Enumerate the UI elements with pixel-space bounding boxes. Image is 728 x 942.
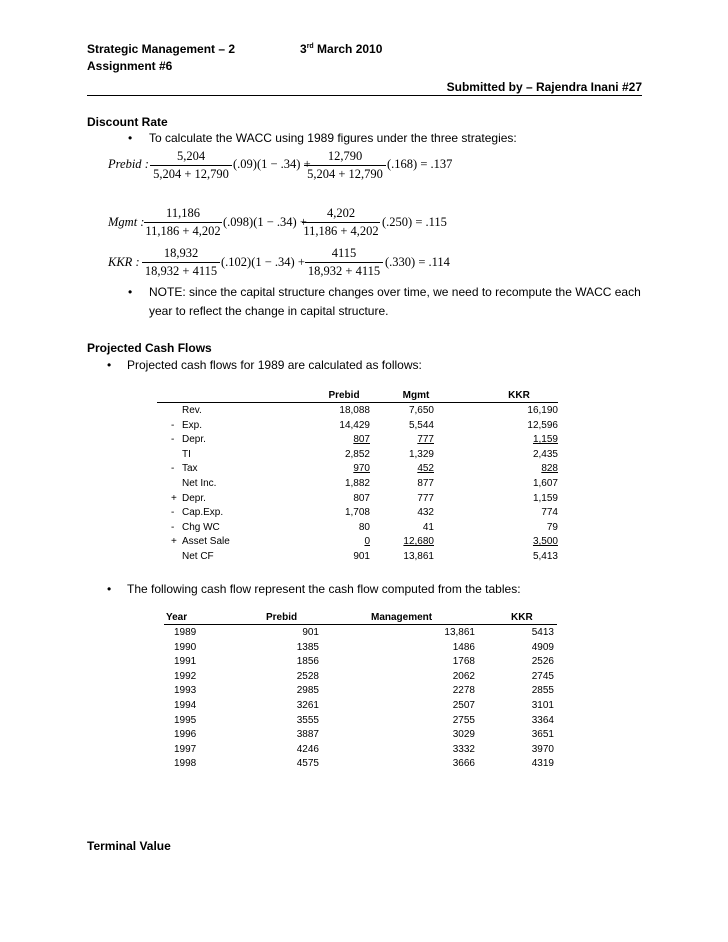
row-sign: - bbox=[171, 434, 175, 446]
bullet-dot: • bbox=[107, 582, 112, 596]
table-cell: 432 bbox=[417, 507, 434, 519]
row-label: Net Inc. bbox=[182, 478, 217, 489]
row-sign: + bbox=[171, 536, 177, 548]
table-cell: 3651 bbox=[531, 729, 554, 741]
bullet-dot: • bbox=[128, 285, 133, 299]
table-cell: 774 bbox=[541, 507, 558, 519]
table-cell: 970 bbox=[353, 463, 370, 475]
kkr-mid-term: (.102)(1 − .34) + bbox=[221, 255, 305, 269]
table-cell: 0 bbox=[364, 536, 370, 548]
course-title: Strategic Management – 2 bbox=[87, 42, 236, 56]
col-header-prebid-2: Prebid bbox=[266, 612, 298, 623]
table-cell: 2,435 bbox=[532, 448, 558, 460]
row-label: Cap.Exp. bbox=[182, 507, 224, 519]
row-sign: - bbox=[171, 419, 175, 431]
kkr-result: (.330) = .114 bbox=[385, 255, 450, 269]
table-cell: 877 bbox=[417, 478, 434, 489]
year-cell: 1997 bbox=[174, 743, 197, 755]
table-cell: 2985 bbox=[296, 685, 319, 697]
table-cell: 2855 bbox=[531, 685, 554, 697]
table-cell: 12,596 bbox=[527, 419, 558, 431]
table-cell: 777 bbox=[417, 492, 434, 504]
table-cell: 4319 bbox=[531, 758, 554, 770]
table-cell: 3555 bbox=[296, 714, 319, 726]
table-cell: 4575 bbox=[296, 758, 319, 770]
row-sign: - bbox=[171, 507, 175, 519]
header-rule bbox=[87, 95, 642, 96]
year-cell: 1996 bbox=[174, 729, 197, 741]
table-cell: 3666 bbox=[452, 758, 475, 770]
row-label: TI bbox=[182, 448, 191, 460]
year-cell: 1991 bbox=[174, 656, 197, 668]
table-cell: 1856 bbox=[296, 656, 319, 668]
terminal-value-heading: Terminal Value bbox=[87, 839, 171, 853]
table-cell: 3,500 bbox=[532, 536, 558, 548]
table-cell: 3332 bbox=[452, 743, 475, 755]
table-cell: 12,680 bbox=[403, 536, 434, 548]
kkr-fraction-1: $\frac{18,932}{18,932 + 4115}$ bbox=[142, 246, 220, 279]
prebid-result: (.168) = .137 bbox=[387, 157, 453, 171]
table-cell: 901 bbox=[353, 551, 370, 562]
note-line-1: NOTE: since the capital structure changes over time, we need to recompute the WACC each bbox=[149, 285, 641, 299]
discount-rate-heading: Discount Rate bbox=[87, 115, 168, 129]
kkr-fraction-2: $\frac{4115}{18,932 + 4115}$ bbox=[305, 246, 383, 279]
year-cell: 1992 bbox=[174, 670, 197, 682]
table-cell: 2745 bbox=[531, 670, 554, 682]
projected-intro-text: Projected cash flows for 1989 are calculated as follows: bbox=[127, 358, 422, 372]
bullet-dot: • bbox=[128, 131, 133, 145]
prebid-fraction-1: $\frac{5,204}{5,204 + 12,790}$ bbox=[150, 149, 232, 182]
table-cell: 1,882 bbox=[344, 478, 370, 489]
col-header-kkr: KKR bbox=[508, 390, 530, 401]
row-sign: + bbox=[171, 492, 177, 504]
table-cell: 4909 bbox=[531, 641, 554, 653]
year-cell: 1989 bbox=[174, 627, 197, 638]
table-header-rule bbox=[157, 402, 558, 403]
table-cell: 2755 bbox=[452, 714, 475, 726]
table-cell: 807 bbox=[353, 434, 370, 446]
table-cell: 2526 bbox=[531, 656, 554, 668]
col-header-mgmt: Mgmt bbox=[402, 390, 430, 401]
table-cell: 3970 bbox=[531, 743, 554, 755]
wacc-intro-text: To calculate the WACC using 1989 figures under the three strategies: bbox=[149, 131, 517, 145]
row-sign: - bbox=[171, 521, 175, 533]
row-label: Depr. bbox=[182, 434, 206, 446]
table-cell: 1,159 bbox=[532, 434, 558, 446]
table-cell: 2062 bbox=[452, 670, 475, 682]
year-cell: 1990 bbox=[174, 641, 197, 653]
row-label: Exp. bbox=[182, 419, 203, 431]
table-cell: 1486 bbox=[452, 641, 475, 653]
table-cell: 80 bbox=[358, 521, 370, 533]
table-cell: 2528 bbox=[296, 670, 319, 682]
table-cell: 4246 bbox=[296, 743, 319, 755]
table-cell: 5,413 bbox=[532, 551, 558, 562]
year-cell: 1994 bbox=[174, 700, 197, 711]
table-cell: 452 bbox=[417, 463, 434, 475]
submitted-by: Submitted by – Rajendra Inani #27 bbox=[446, 80, 642, 94]
prebid-fraction-2: $\frac{12,790}{5,204 + 12,790}$ bbox=[304, 149, 386, 182]
row-label: Tax bbox=[182, 463, 198, 475]
table-cell: 1,159 bbox=[532, 492, 558, 504]
row-sign: - bbox=[171, 463, 175, 475]
table-cell: 828 bbox=[541, 463, 558, 475]
kkr-label: KKR : bbox=[108, 255, 140, 269]
row-label: Net CF bbox=[182, 551, 214, 562]
mgmt-label: Mgmt : bbox=[108, 215, 145, 229]
col-header-prebid: Prebid bbox=[328, 390, 360, 401]
table-cell: 14,429 bbox=[339, 419, 370, 431]
table-cell: 777 bbox=[417, 434, 434, 446]
assignment-number: Assignment #6 bbox=[87, 59, 173, 73]
assignment-date: 3rd March 2010 bbox=[300, 42, 383, 56]
cash-flow-intro-text: The following cash flow represent the cash flow computed from the tables: bbox=[127, 582, 521, 596]
table-cell: 2507 bbox=[452, 700, 475, 711]
bullet-dot: • bbox=[107, 358, 112, 372]
projected-cash-flows-heading: Projected Cash Flows bbox=[87, 341, 212, 355]
table-cell: 807 bbox=[353, 492, 370, 504]
table-cell: 5413 bbox=[531, 627, 554, 638]
prebid-mid-term: (.09)(1 − .34) + bbox=[233, 157, 311, 171]
col-header-year: Year bbox=[166, 612, 188, 623]
row-label: Chg WC bbox=[182, 521, 220, 533]
table-cell: 3887 bbox=[296, 729, 319, 741]
table-cell: 3261 bbox=[296, 700, 319, 711]
table-cell: 2,852 bbox=[344, 448, 370, 460]
table-cell: 3029 bbox=[452, 729, 475, 741]
year-cell: 1998 bbox=[174, 758, 197, 770]
mgmt-fraction-2: $\frac{4,202}{11,186 + 4,202}$ bbox=[303, 206, 379, 238]
table-cell: 1,708 bbox=[344, 507, 370, 519]
table-cell: 79 bbox=[546, 521, 558, 533]
year-cell: 1995 bbox=[174, 714, 197, 726]
table-cell: 1,607 bbox=[532, 478, 558, 489]
cf-table-header-rule bbox=[164, 624, 557, 625]
mgmt-fraction-1: $\frac{11,186}{11,186 + 4,202}$ bbox=[145, 206, 221, 238]
col-header-management: Management bbox=[371, 612, 433, 623]
table-cell: 13,861 bbox=[403, 551, 434, 562]
prebid-label: Prebid : bbox=[108, 157, 149, 171]
table-cell: 1768 bbox=[452, 656, 475, 668]
row-label: Depr. bbox=[182, 492, 206, 504]
mgmt-result: (.250) = .115 bbox=[382, 215, 447, 229]
table-cell: 3364 bbox=[531, 714, 554, 726]
table-cell: 2278 bbox=[452, 685, 475, 697]
table-cell: 1385 bbox=[296, 641, 319, 653]
table-cell: 3101 bbox=[531, 700, 554, 711]
note-line-2: year to reflect the change in capital structure. bbox=[149, 304, 389, 318]
table-cell: 13,861 bbox=[444, 627, 475, 638]
row-label: Asset Sale bbox=[182, 536, 230, 548]
row-label: Rev. bbox=[182, 405, 202, 416]
table-cell: 5,544 bbox=[408, 419, 434, 431]
table-cell: 1,329 bbox=[408, 448, 434, 460]
table-cell: 41 bbox=[422, 521, 434, 533]
mgmt-mid-term: (.098)(1 − .34) + bbox=[223, 215, 307, 229]
table-cell: 901 bbox=[302, 627, 319, 638]
table-cell: 16,190 bbox=[527, 405, 558, 416]
table-cell: 7,650 bbox=[408, 405, 434, 416]
table-cell: 18,088 bbox=[339, 405, 370, 416]
col-header-kkr-2: KKR bbox=[511, 612, 533, 623]
year-cell: 1993 bbox=[174, 685, 197, 697]
